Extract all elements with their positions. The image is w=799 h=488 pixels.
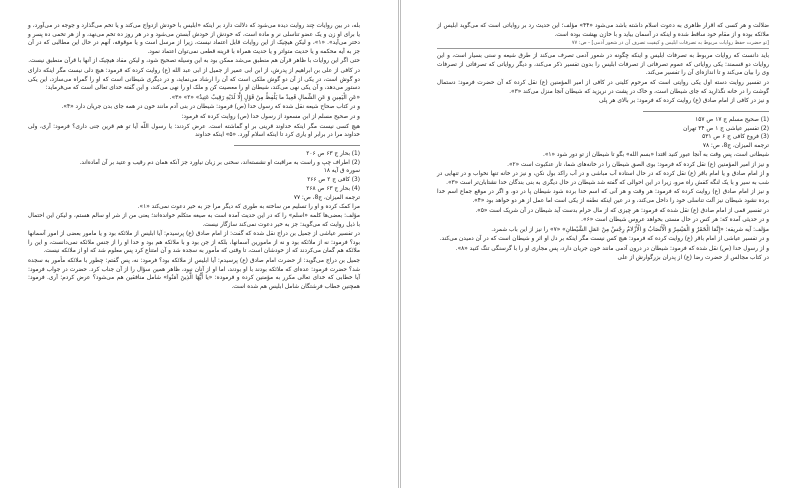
right-page-content (437, 22, 769, 474)
footnote-divider (643, 111, 769, 112)
body-paragraph: مؤلف: بعضی‌ها کلمه «اسلم» را که در این حدیث آمده است به صیغه متکلم خوانده‌اند؛ یعنی من از شر او سالم هستم، و لیکن این احتمال با ذیل روایت که می‌گوید: جز به خیر دعوت نمی‌کند سازگار نیست. (28, 213, 360, 228)
body-paragraph: جمیل بن دراج می‌گوید: از حضرت امام صادق (ع) پرسیدم: آیا ابلیس از ملائکه بود؟ فرمود: نه، پس گفتم: چطور با ملائکه مأمور به سجده شد؟ حضرت فرمود: عده‌ای که ملائکه بودند با او بودند، اما او از آنان نبود، ظاهر همین سؤال را از آن جناب کرد. حضرت در جواب فرمود: آیا خطابی که خدای تعالی مکرر به مؤمنین کرده و فرموده: «یا أَیُّهَا الَّذِینَ آمَنُوا» شامل منافقین هم می‌شود؟ عرض کردم: آری. فرمود: همچنین خطاب فرشتگان شامل ابلیس هم شده است. (28, 258, 360, 290)
footnote: سوره ق آیه ۱۸ (323, 168, 360, 175)
body-paragraph: و در تفسیر عیاشی از امام باقر (ع) روایت کرده که فرمود: هیچ کس نیست مگر اینکه بر دل او اثر و شیطان است که در آن دمیدن می‌کند. (439, 236, 769, 243)
footnote: (1) صحیح مسلم ج ۱۷ ص ۱۵۷ (695, 116, 769, 123)
footnote: (3) فروع کافی ج ۶ ص ۵۳۱ (702, 134, 769, 141)
body-paragraph: در تفسیر روایت دسته اول یکی روایتی است که مرحوم کلینی در کافی از امیر المؤمنین (ع) نقل کرده که آن حضرت فرمود: دستمال گوشت را در خانه نگذارید که جای شیطان است، و خاک در پشت در نریزید که شیطان آنجا منزل می‌کند «۳». (437, 79, 769, 95)
body-paragraph: و در صحیح مسلم از ابن مسعود از رسول خدا (ص) روایت کرده که فرمود: (181, 113, 360, 120)
footnote: (3) کافی ج ۲ ص ۲۶۶ (307, 177, 360, 184)
body-paragraph: بله، در بین روایات چند روایت دیده می‌شود که دلالت دارد بر اینکه «ابلیس با خودش ازدواج می‌کند و یا تخم می‌گذارد و جوجه در می‌آورد، و یا برای او زن و یک عضو تناسلی نر و ماده است، که خودش از خودش آبستن می‌شود و در هر روز ده تخم می‌نهد، و از هر تخمی ده پسر و دختر می‌آید». «۱»، و لیکن هیچیک از این روایات قابل اعتماد نیست، زیرا از مرسل است و یا موقوفه، آنهم در حال این مطالبی که در آن جز به آیه محکمه و یا حدیث متواتر و یا حدیث همراه با قرینه قطعی نمی‌توان اعتماد نمود. (28, 23, 360, 55)
body-paragraph: و نیز از امیر المؤمنین (ع) نقل کرده که فرمود: بوی الصق شیطان را در خانه‌های شما، تار عنکبوت است «۲». (507, 161, 769, 168)
footnote-divider (234, 145, 360, 146)
body-paragraph: شیطانی است، پس وقت به آنجا عبور کنید اقتدا «بسم الله» بگو تا شیطان از تو دور شود «۱». (543, 151, 769, 158)
body-paragraph: و در کتاب صحاح شیعه نقل شده که رسول خدا (ص) فرمود: شیطان در بنی آدم مانند خون در همه جای بدن جریان دارد «۴». (61, 104, 360, 111)
body-paragraph: در کتاب مجالس از حضرت رضا (ع) از پدران بزرگوارش از علی (617, 255, 769, 262)
footnote: (2) تفسیر عیاشی ج ۱ ص ۳۴ تهران (683, 125, 769, 132)
body-paragraph: حتی اگر این روایات با ظاهر قرآن هم منطبق می‌شد ممکن بود به این وسیله تصحیح شود، و لیکن مفاد هیچیک از آنها با قرآن منطبق نیست. (28, 58, 360, 65)
body-paragraph: و نیز از امام صادق (ع) روایت کرده که فرمود: هر وقت و هر آنی که اسم خدا برده شود شیطان پا در دو، و اگر در موقع جماع اسم خدا برده نشود شیطان نیز آلت تناسلی خود را داخل می‌کند، و در عین اینکه نطفه از یکی است اما عمل از هر دو خواهد بود «۴». (437, 189, 769, 204)
quran-verse: «عَنِ الْیَمِینِ وَ عَنِ الشِّمالِ قَعِیدٌ ما یَلْفِظُ مِنْ قَوْلٍ إِلَّا لَدَیْهِ رَقِیبٌ عَتِیدٌ» «۲» «۳». (169, 94, 360, 101)
body-paragraph: و نیز در کافی از امام صادق (ع) روایت کرده که فرمود: بر بالای هر پلی (599, 98, 769, 105)
body-paragraph: در تفسیر قمی از امام صادق (ع) نقل شده که فرمود: هر چیزی که از مال حرام بدست آید شیطان در آن شریک است «۵». (475, 207, 769, 214)
footnote: (4) بحار ج ۶۳ ص ۲۶۸ (306, 185, 360, 192)
body-paragraph: مؤلف: آیه شریفه: «إِنَّمَا الْخَمْرُ وَ الْمَیْسِرُ وَ الْأَنْصَابُ وَ الْأَزْلامُ رِجْسٌ مِنْ عَمَلِ الشَّیْطانِ» «۷» را نیز از این باب شمرد. (491, 226, 769, 233)
section-header: ‌[تو حضرت حفظ روایات مربوط به تصرفات ابلیس و کیفیت تصرف آن در شعور آدمی] - ص: ۷۷ (437, 40, 769, 49)
body-paragraph: در تفسیر عیاشی از جمیل بن دراج نقل شده که گفت: از امام صادق (ع) پرسیدم: آیا ابلیس از ملائکه بود و یا مامور بعضی از امور آسمانها بود؟ فرمود: نه از ملائکه بود و نه از مامورین آسمانها، بلکه از جن بود و با ملائکه هم بود و خدا او را از جنس ملائکه نمی‌دانست، و این را ملائکه هم گمان می‌کردند که از خودشان است، تا وقتی که مأمور به سجده شد و آن امتناع کرد پس معلوم شد که او از ملائکه نیست. (28, 231, 360, 255)
body-paragraph: هیچ کسی نیست مگر اینکه خداوند قرینی بر او گماشته است. عرض کردند: یا رسول اللّه آیا تو هم قرین جنی داری؟ فرمود: آری، ولی خداوند مرا در برابر او یاری کرد تا اینکه اسلام آورد. «۵» اینکه خداوند (28, 123, 360, 139)
left-page (0, 0, 399, 488)
footnote: (2) اطراف چپ و راست به مراقبت او نشسته‌اند، سخنی بر زبان نیاورد جز آنکه همان دم رقیب و عتید بر آن آماده‌اند. (79, 159, 360, 166)
page-reference: ترجمه المیزان، ج‌8، ص: ۷۸ (702, 143, 769, 150)
body-paragraph: و در حدیثی آمده که: هر کس در حال مستی بخواهد عروس شیطان است «۶». (581, 217, 769, 224)
body-paragraph: در کافی از علی بن ابراهیم از پدرش، از ابن ابی عمیر از جمیل از ابی عبد الله (ع) روایت کرده که فرمود: هیچ دلی نیست مگر اینکه دارای دو گوش است، در یکی از آن دو گوش ملکی است که آن را ارشاد می‌نماید، و در دیگری شیطانی است که او را گمراه می‌سازد، این یکی دستور می‌دهد، و آن یکی نهی می‌کند، شیطان او را معصیت کن و ملک او را نهی می‌کند، و این گفته خدای تعالی است که می‌فرماید: (28, 67, 360, 92)
page-reference: ترجمه المیزان، ج‌8، ص: ۷۷ (293, 194, 360, 201)
body-paragraph: و از رسول خدا (ص) نقل شده که فرمود: شیطان در درون آدمی مانند خون جریان دارد، پس مجاری او را با گرسنگی تنگ کنید «۸». (455, 245, 769, 252)
footnote: (1) بحار ج ۶۳ ص ۲۰۶ (306, 150, 360, 157)
body-paragraph: مرا کمک کرده و او را تسلیم من ساخته به طوری که دیگر مرا جز به خیر دعوت نمی‌کند «۱». (137, 203, 360, 210)
body-paragraph: و از امام صادق و یا امام باقر (ع) نقل کرده که در حال استاده آب مباشی و در آب راکد بول نکن، و نیز در خانه تنها نخواب و در تنهایی در شب به سیر و با یک لنگه کفش راه مرو، زیرا در این احوالی که گفته شد شیطان در حال دیگری به بنی بندگان خدا نشتابان‌تر است «۳». (437, 171, 769, 186)
right-page (400, 0, 799, 488)
body-paragraph: باید دانست که روایات مربوط به تصرفات ابلیس و اینکه چگونه در شعور آدمی تصرف می‌کند از طرق شیعه و سنی بسیار است، و این روایات دو قسمند: یکی روایاتی که عموم تصرفاتی از تصرفات ابلیس را بدون تفسیر ذکر می‌کند، و دیگر روایاتی که تصرفاتی از تصرفات وی را بیان می‌کند و تا اندازه‌ای آن را تفسیر می‌کند. (437, 53, 769, 77)
left-page-content (28, 22, 360, 474)
body-paragraph: ضلالت و هر کسی که اقرار ظاهری به دعوت اسلام داشته باشد می‌شود «۴۴» مؤلف؛ این حدیث رد بر روایاتی است که می‌گوید ابلیس از ملائکه بوده و از مقام خود ساقط شده و اینکه در آسمان بیاید و با خازن بهشت بوده است. (437, 23, 769, 38)
